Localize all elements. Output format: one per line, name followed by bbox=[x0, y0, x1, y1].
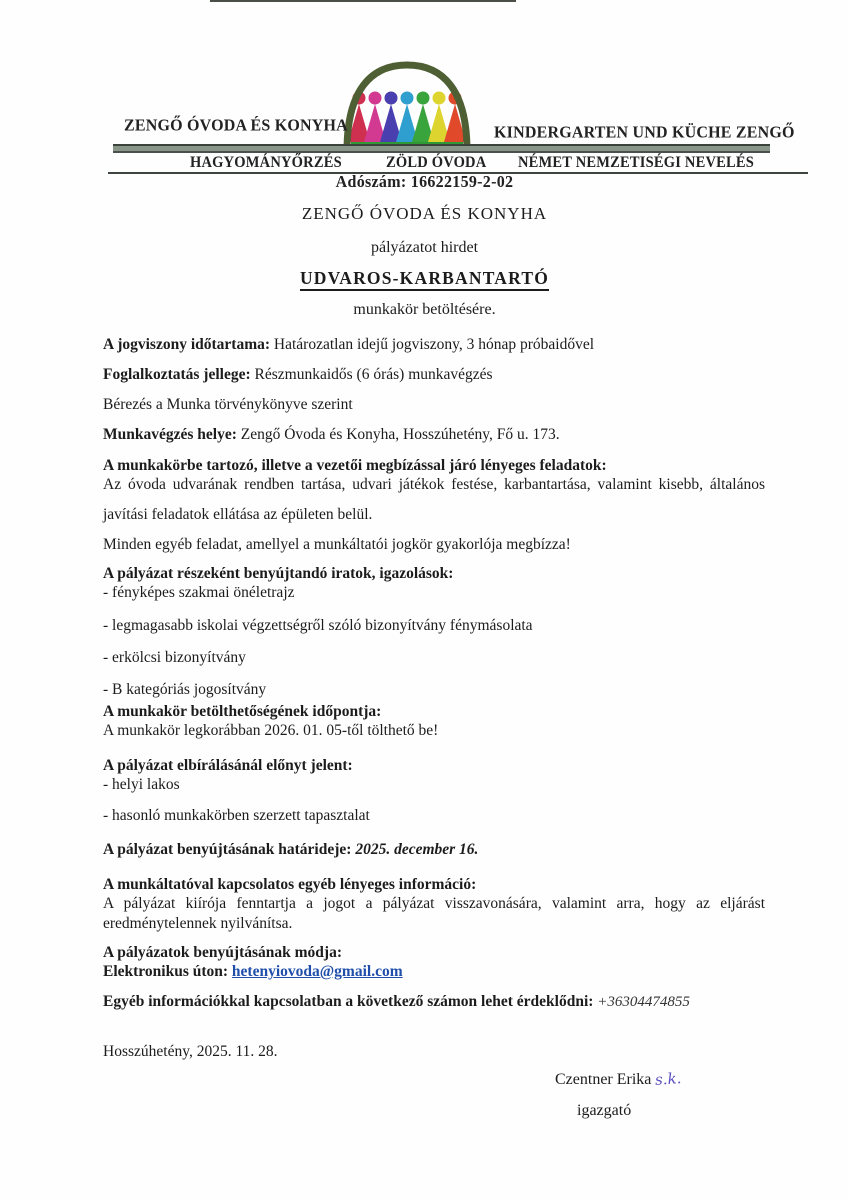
duration-label: A jogviszony időtartama: bbox=[103, 336, 271, 353]
signature-line bbox=[555, 1070, 682, 1089]
logo-figures-group bbox=[348, 92, 466, 143]
tasks-heading: A munkakörbe tartozó, illetve a vezetői megbízással járó lényeges feladatok: bbox=[103, 457, 607, 474]
org-name-hungarian: ZENGŐ ÓVODA ÉS KONYHA bbox=[124, 116, 348, 135]
program-label-german-nationality: NÉMET NEMZETISÉGI NEVELÉS bbox=[518, 154, 754, 172]
advantages-item-local: - helyi lakos bbox=[103, 776, 180, 793]
position-suffix-text: munkakör betöltésére. bbox=[353, 301, 496, 318]
tasks-paragraph-line1: Az óvoda udvarának rendben tartása, udvari játékok festése, karbantartása, valamint kisebb, általános bbox=[103, 476, 765, 493]
letterhead-rule-band bbox=[113, 144, 770, 153]
rainbow-arch-figures-icon bbox=[337, 58, 477, 153]
document-org-title: ZENGŐ ÓVODA ÉS KONYHA bbox=[301, 204, 548, 223]
documents-heading: A pályázat részeként benyújtandó iratok, igazolások: bbox=[103, 565, 454, 582]
kindergarten-logo bbox=[337, 58, 477, 153]
start-date-text: A munkakör legkorábban 2026. 01. 05-től tölthető be! bbox=[103, 722, 439, 739]
contact-phone-line bbox=[103, 993, 690, 1012]
deadline-label: A pályázat benyújtásának határideje: bbox=[103, 841, 352, 858]
deadline-line bbox=[103, 841, 478, 860]
submission-method-line bbox=[103, 963, 403, 982]
deadline-date: 2025. december 16. bbox=[351, 841, 479, 858]
advantages-item-experience: - hasonló munkakörben szerzett tapasztalat bbox=[103, 807, 370, 824]
location-value: Zengő Óvoda és Konyha, Hosszúhetény, Fő u. 173. bbox=[236, 426, 560, 443]
handwritten-sk-note: s.k. bbox=[654, 1069, 683, 1089]
tax-number: Adószám: 16622159-2-02 bbox=[335, 173, 514, 192]
employer-info-line1: A pályázat kiírója fenntartja a jogot a pályázat visszavonására, valamint arra, hogy az eljárást bbox=[103, 895, 765, 912]
employer-info-line2: eredménytelennek nyilvánítsa. bbox=[103, 915, 293, 932]
logo-figure-head-5 bbox=[433, 92, 446, 105]
advantages-heading: A pályázat elbírálásánál előnyt jelent: bbox=[103, 757, 353, 774]
location-label: Munkavégzés helye: bbox=[103, 426, 237, 443]
duration-value: Határozatlan idejű jogviszony, 3 hónap próbaidővel bbox=[270, 336, 595, 353]
scan-artifact-line bbox=[210, 0, 516, 2]
salary-line: Bérezés a Munka törvénykönyve szerint bbox=[103, 396, 353, 413]
documents-item-license: - B kategóriás jogosítvány bbox=[103, 681, 267, 698]
job-position-title-text: UDVAROS-KARBANTARTÓ bbox=[300, 268, 549, 291]
employment-label: Foglalkoztatás jellege: bbox=[103, 366, 251, 383]
employment-line bbox=[103, 366, 493, 385]
location-line bbox=[103, 426, 560, 445]
documents-item-certificate: - legmagasabb iskolai végzettségről szóló bizonyítvány fénymásolata bbox=[103, 617, 533, 634]
documents-item-morality: - erkölcsi bizonyítvány bbox=[103, 649, 246, 666]
submission-heading: A pályázatok benyújtásának módja: bbox=[103, 944, 342, 961]
program-label-tradition: HAGYOMÁNYŐRZÉS bbox=[190, 154, 342, 172]
logo-figure-head-1 bbox=[369, 92, 382, 105]
tasks-other-duties: Minden egyéb feladat, amellyel a munkáltatói jogkör gyakorlója megbízza! bbox=[103, 536, 571, 553]
job-position-title bbox=[0, 268, 849, 289]
tasks-paragraph-line2: javítási feladatok ellátása az épületen belül. bbox=[103, 506, 373, 523]
duration-line bbox=[103, 336, 594, 355]
employer-info-heading: A munkáltatóval kapcsolatos egyéb lényeges információ: bbox=[103, 876, 477, 893]
contact-phone-number: +36304474855 bbox=[597, 994, 690, 1010]
signer-name: Czentner Erika bbox=[555, 1071, 652, 1088]
program-label-green: ZÖLD ÓVODA bbox=[386, 154, 487, 172]
place-date-line: Hosszúhetény, 2025. 11. 28. bbox=[103, 1043, 278, 1060]
announcement-text: pályázatot hirdet bbox=[370, 239, 479, 256]
email-link[interactable]: hetenyiovoda@gmail.com bbox=[231, 963, 403, 980]
contact-phone-label: Egyéb információkkal kapcsolatban a következő számon lehet érdeklődni: bbox=[103, 993, 598, 1010]
documents-item-cv: - fényképes szakmai önéletrajz bbox=[103, 584, 295, 601]
logo-figure-head-2 bbox=[385, 92, 398, 105]
logo-figure-head-4 bbox=[417, 92, 430, 105]
start-date-heading: A munkakör betölthetőségének időpontja: bbox=[103, 703, 382, 720]
logo-figure-head-3 bbox=[401, 92, 414, 105]
signer-role: igazgató bbox=[577, 1102, 632, 1119]
employment-value: Részmunkaidős (6 órás) munkavégzés bbox=[250, 366, 493, 383]
submission-method-label: Elektronikus úton: bbox=[103, 963, 232, 980]
org-name-german: KINDERGARTEN UND KÜCHE ZENGŐ bbox=[494, 123, 795, 142]
